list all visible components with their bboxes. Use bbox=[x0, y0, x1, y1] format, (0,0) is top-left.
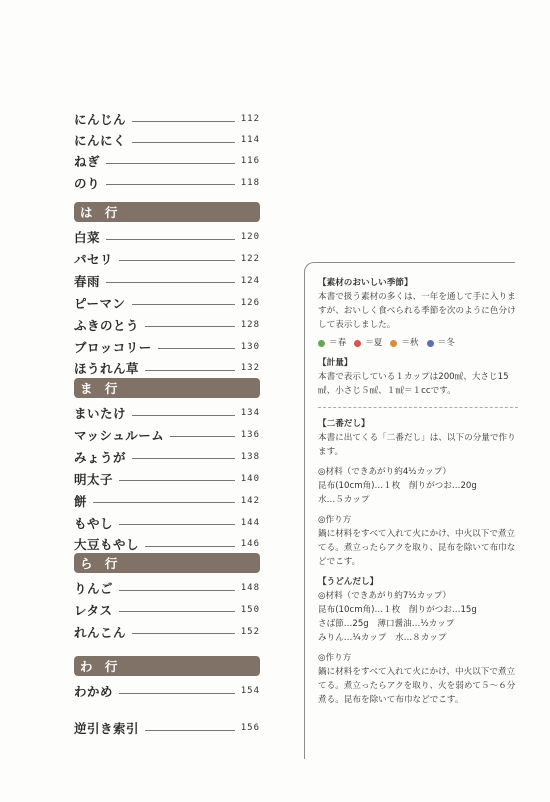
niban-method-title: ◎作り方 bbox=[318, 515, 352, 525]
summer-dot bbox=[354, 340, 361, 347]
leader-line bbox=[145, 730, 235, 731]
leader-line bbox=[93, 502, 235, 503]
index-entry bbox=[74, 272, 260, 290]
entry-page: 142 bbox=[240, 495, 260, 506]
entry-name: みょうが bbox=[74, 449, 127, 465]
entry-page: 146 bbox=[240, 539, 260, 550]
entry-page: 134 bbox=[240, 408, 260, 418]
winter-label: ＝冬 bbox=[437, 338, 455, 348]
entry-page: 138 bbox=[240, 451, 260, 462]
niban-materials-title: ◎材料（できあがり約4½カップ） bbox=[318, 467, 452, 477]
leader-line bbox=[132, 142, 235, 143]
leader-line bbox=[132, 121, 235, 122]
udon-material-1: 昆布(10cm角)…１枚 削りがつお…15g bbox=[318, 605, 477, 615]
leader-line bbox=[119, 524, 235, 525]
entry-page: 136 bbox=[240, 429, 260, 440]
measure-title: 【計量】 bbox=[318, 358, 353, 368]
index-entry bbox=[74, 294, 260, 312]
index-entry bbox=[74, 404, 260, 422]
udon-method-title: ◎作り方 bbox=[318, 653, 352, 663]
entry-name: にんにく bbox=[74, 133, 127, 149]
leader-line bbox=[106, 163, 235, 164]
entry-page: 114 bbox=[240, 135, 260, 146]
index-entry bbox=[74, 448, 260, 466]
leader-line bbox=[132, 304, 235, 305]
entry-page: 128 bbox=[240, 319, 260, 330]
index-entry bbox=[74, 131, 260, 149]
leader-line bbox=[132, 415, 235, 416]
entry-page: 150 bbox=[240, 604, 260, 615]
leader-line bbox=[106, 184, 235, 185]
entry-name: まいたけ bbox=[74, 406, 127, 421]
autumn-dot bbox=[390, 340, 397, 347]
entry-name: 明太子 bbox=[74, 471, 114, 487]
autumn-label: ＝秋 bbox=[401, 338, 419, 348]
section-header: わ 行 bbox=[74, 656, 260, 676]
entry-page: 118 bbox=[240, 177, 260, 188]
entry-page: 126 bbox=[240, 297, 260, 308]
index-entry bbox=[74, 492, 260, 510]
entry-name: ピーマン bbox=[74, 295, 126, 311]
entry-name: わかめ bbox=[74, 684, 114, 699]
entry-name: ほうれん草 bbox=[74, 361, 140, 377]
measure-text: 本書で表示している１カップは200㎖、大さじ15㎖、小さじ５㎖、１㎖＝１ccです。 bbox=[318, 372, 509, 396]
section-header: ら 行 bbox=[74, 553, 260, 573]
entry-page: 130 bbox=[240, 341, 260, 352]
entry-name: 餅 bbox=[74, 493, 88, 509]
index-entry bbox=[74, 338, 260, 356]
leader-line bbox=[119, 693, 235, 694]
season-legend bbox=[318, 336, 518, 350]
index-entry bbox=[74, 359, 260, 377]
entry-page: 140 bbox=[240, 473, 260, 484]
entry-name: のり bbox=[74, 175, 101, 191]
entry-name: れんこん bbox=[74, 624, 127, 640]
leader-line bbox=[145, 370, 235, 371]
notes-panel bbox=[318, 276, 518, 707]
entry-page: 144 bbox=[240, 517, 260, 528]
niban-text: 本書に出てくる「二番だし」は、以下の分量で作ります。 bbox=[318, 433, 516, 457]
index-entry bbox=[74, 316, 260, 334]
entry-name: もやし bbox=[74, 515, 114, 531]
leader-line bbox=[132, 633, 235, 634]
section-header: は 行 bbox=[74, 202, 260, 222]
entry-name: レタス bbox=[74, 602, 113, 618]
leader-line bbox=[145, 326, 235, 327]
index-entry bbox=[74, 426, 260, 444]
leader-line bbox=[106, 239, 235, 240]
entry-name: マッシュルーム bbox=[74, 427, 165, 443]
leader-line bbox=[145, 546, 235, 547]
entry-name: ねぎ bbox=[74, 154, 101, 170]
season-text: 本書で扱う素材の多くは、一年を通して手に入りますが、おいしく食べられる季節を次のように色分けして表示しました。 bbox=[318, 292, 516, 330]
index-entry bbox=[74, 719, 260, 737]
entry-page: 152 bbox=[240, 626, 260, 637]
leader-line bbox=[106, 282, 235, 283]
udon-materials-title: ◎材料（できあがり約7½カップ） bbox=[318, 591, 452, 601]
leader-line bbox=[119, 480, 235, 481]
udon-material-3: みりん…¼カップ 水…８カップ bbox=[318, 633, 447, 643]
entry-name: 逆引き索引 bbox=[74, 721, 140, 736]
index-entry bbox=[74, 535, 260, 553]
niban-method: 鍋に材料をすべて入れて火にかけ、中火以下で煮立てる。煮立ったらアクを取り、昆布を除いて布巾などでこす。 bbox=[318, 529, 516, 567]
leader-line bbox=[170, 436, 234, 437]
section-header: ま 行 bbox=[74, 378, 260, 398]
udon-method: 鍋に材料をすべて入れて火にかけ、中火以下で煮立てる。煮立ったらアクを取り、火を弱めて５～６分煮る。昆布を除いて布巾などでこす。 bbox=[318, 667, 516, 705]
niban-title: 【二番だし】 bbox=[318, 419, 370, 429]
index-entry bbox=[74, 470, 260, 488]
index-entry bbox=[74, 174, 260, 192]
index-entry bbox=[74, 250, 260, 268]
season-title: 【素材のおいしい季節】 bbox=[318, 278, 413, 288]
index-entry bbox=[74, 514, 260, 532]
entry-page: 116 bbox=[240, 156, 260, 167]
entry-name: にんじん bbox=[74, 112, 127, 127]
entry-name: パセリ bbox=[74, 251, 114, 267]
spring-dot bbox=[318, 340, 325, 347]
entry-page: 154 bbox=[240, 686, 260, 696]
entry-name: 白菜 bbox=[74, 230, 101, 245]
leader-line bbox=[119, 611, 235, 612]
entry-name: 春雨 bbox=[74, 273, 101, 289]
udon-material-2: さば節…25g 薄口醤油…½カップ bbox=[318, 619, 455, 629]
niban-material-2: 水…５カップ bbox=[318, 495, 370, 505]
index-entry bbox=[74, 579, 260, 597]
entry-page: 132 bbox=[240, 363, 260, 374]
entry-page: 112 bbox=[240, 114, 260, 124]
entry-page: 124 bbox=[240, 275, 260, 286]
divider bbox=[318, 407, 518, 408]
spring-label: ＝春 bbox=[329, 338, 347, 348]
index-entry bbox=[74, 623, 260, 641]
entry-name: 大豆もやし bbox=[74, 537, 140, 553]
entry-page: 148 bbox=[240, 583, 260, 593]
leader-line bbox=[119, 590, 235, 591]
entry-page: 120 bbox=[240, 232, 260, 242]
niban-material-1: 昆布(10cm角)…１枚 削りがつお…20g bbox=[318, 481, 477, 491]
winter-dot bbox=[427, 340, 434, 347]
leader-line bbox=[158, 348, 235, 349]
entry-name: ブロッコリー bbox=[74, 339, 152, 355]
leader-line bbox=[132, 458, 235, 459]
summer-label: ＝夏 bbox=[365, 338, 383, 348]
index-entry bbox=[74, 152, 260, 170]
index-entry bbox=[74, 110, 260, 128]
index-entry bbox=[74, 682, 260, 700]
leader-line bbox=[119, 260, 235, 261]
entry-name: りんご bbox=[74, 581, 114, 596]
index-entry bbox=[74, 228, 260, 246]
index-entry bbox=[74, 601, 260, 619]
entry-page: 122 bbox=[240, 253, 260, 264]
entry-page: 156 bbox=[240, 723, 260, 733]
entry-name: ふきのとう bbox=[74, 317, 140, 333]
udon-title: 【うどんだし】 bbox=[318, 577, 379, 587]
